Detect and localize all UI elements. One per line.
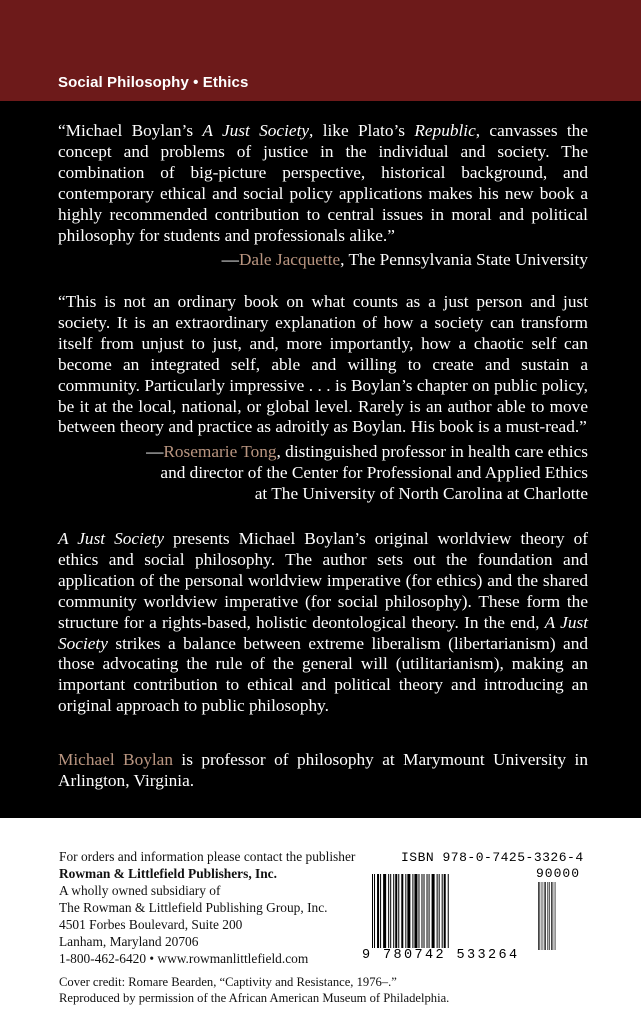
barcode-bar [414,874,417,948]
barcode-bar [544,882,545,950]
barcode-bar [432,874,435,948]
barcode-bar [372,874,373,948]
barcode-bar [549,882,550,950]
barcode-bar [442,874,443,948]
barcode-bar [439,874,440,948]
barcode-bar [401,874,403,948]
price-code: 90000 [536,866,581,881]
barcode-bar [539,882,540,950]
book-description: A Just Society presents Michael Boylan’s original worldview theory of ethics and social philosophy. The author sets out the foundation and application of the personal worldview imperative (for ethics) and the shared community worldview imperative (for social philosophy). These form the structure for a rights-based, holistic deontological theory. In the end, A Just Society strikes a balance between extreme liberalism (libertarianism) and those advocating the rule of the general will (utilitarianism), making an important contribution to ethical and political theory and introducing an original approach to public philosophy. [58,529,589,716]
barcode-bar [383,874,386,948]
barcode-bar [429,874,430,948]
barcode-bar [388,874,389,948]
quote-2: “This is not an ordinary book on what counts as a just person and just society. It is an extraordinary explanation of how a society can transform itself from unjust to just, and, more importantly, how a chaotic self can become an integrated self, able and willing to create and sustain a community. Particularly impressive . . . is Boylan’s chapter on public policy, be it at the local, national, or global level. Rarely is an author able to move between theory and practice as adroitly as Boylan. His book is a must-read.” [58,292,588,437]
quote-1: “Michael Boylan’s A Just Society, like Plato’s Republic, canvasses the concept and problems of justice in the individual and society. The combination of big-picture perspective, historical background, and contemporary ethical and social policy applications makes his new book a highly recommended contribution to central issues in moral and political philosophy for students and professionals alike.” [58,121,588,245]
barcode-bar [412,874,413,948]
barcode-bar [444,874,446,948]
barcode-bar [407,874,410,948]
category-label: Social Philosophy • Ethics [58,74,249,91]
barcode-bar [538,882,539,950]
barcode-bar [374,874,375,948]
barcode-bar [418,874,419,948]
ean-digits: 9 780742 533264 [362,948,520,963]
barcode-bar [390,874,391,948]
author-bio: Michael Boylan is professor of philosophy at Marymount University in Arlington, Virginia. [58,750,588,790]
barcode-bar [542,882,543,950]
barcode-bar [377,874,379,948]
barcode-bar [393,874,394,948]
barcode-bar [553,882,554,950]
barcode-bar [424,874,425,948]
barcode-bar [427,874,428,948]
barcode-bar [437,874,438,948]
barcode-bar [398,874,399,948]
cover-credit: Cover credit: Romare Bearden, “Captivity and Resistance, 1976–.” Reproduced by permission of the African American Museum of Philadelphia. [59,975,450,1005]
barcode-bar [448,874,449,948]
barcode-bar [395,874,397,948]
isbn-label: ISBN 978-0-7425-3326-4 [401,850,584,865]
barcode-bar [555,882,556,950]
barcode-bar [405,874,406,948]
barcode-bar [421,874,422,948]
quote-1-attribution: —Dale Jacquette, The Pennsylvania State University [221,250,588,269]
publisher-info: For orders and information please contact the publisher Rowman & Littlefield Publishers, Inc. A wholly owned subsidiary of The Rowman & Littlefield Publishing Group, Inc. 4501 Forbes Boulevard, Suite 200 Lanham, Maryland 20706 1-800-462-6420 • www.rowmanlittlefield.com [59,849,356,966]
barcode-bar [545,882,546,950]
barcode-bar [547,882,548,950]
barcode-bar [380,874,381,948]
quote-2-attribution: —Rosemarie Tong, distinguished professor in health care ethics and director of the Center for Professional and Applied Ethics at The University of North Carolina at Charlotte [146,442,588,503]
barcode-bar [551,882,552,950]
